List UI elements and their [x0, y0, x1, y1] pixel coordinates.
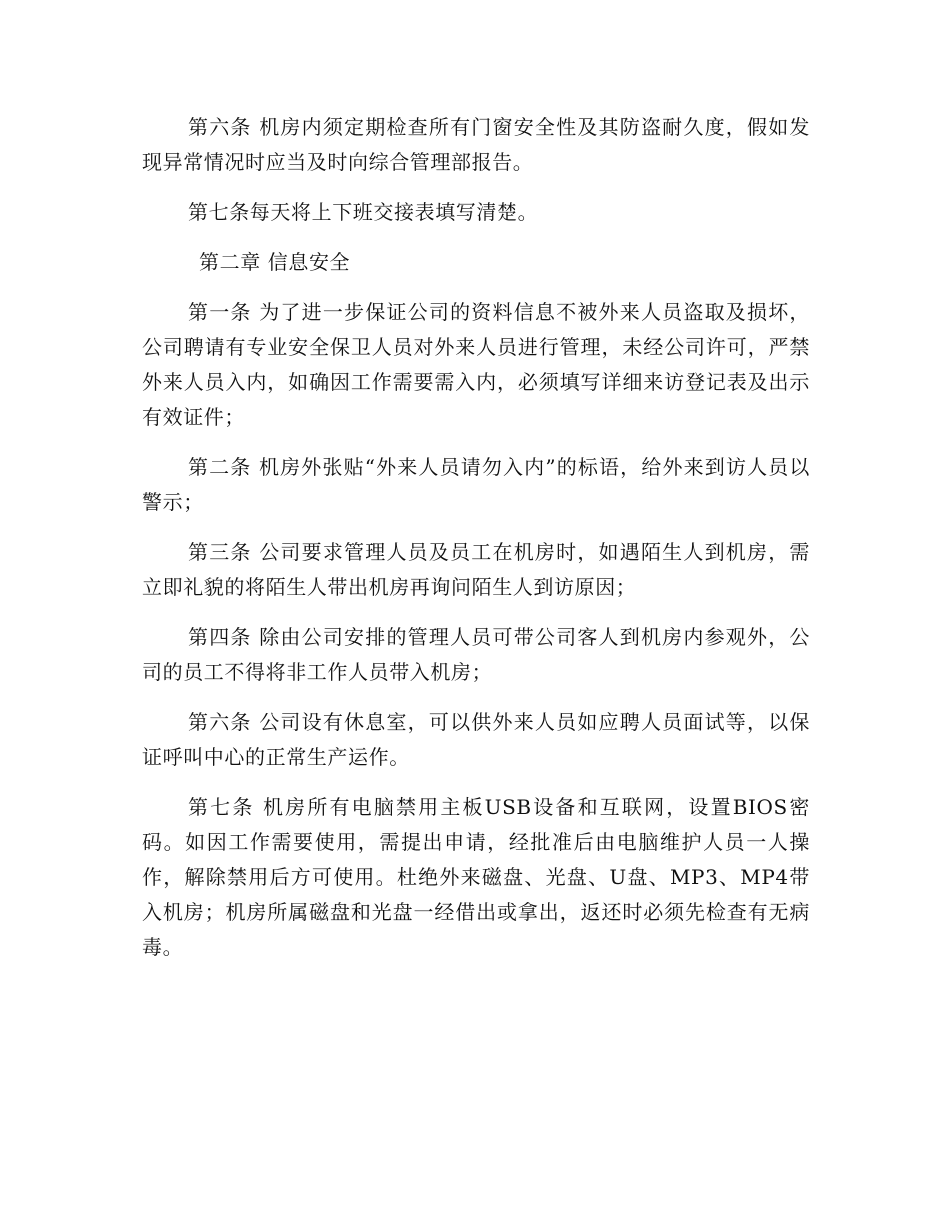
article-paragraph: 第六条 公司设有休息室，可以供外来人员如应聘人员面试等，以保证呼叫中心的正常生产运作。 [142, 710, 810, 769]
article-paragraph: 第七条 机房所有电脑禁用主板USB设备和互联网，设置BIOS密码。如因工作需要使用，需提出申请，经批准后由电脑维护人员一人操作，解除禁用后方可使用。杜绝外来磁盘、光盘、U盘、MP3、MP4带入机房；机房所属磁盘和光盘一经借出或拿出，返还时必须先检查有无病毒。 [142, 795, 810, 959]
article-paragraph: 第一条 为了进一步保证公司的资料信息不被外来人员盗取及损坏，公司聘请有专业安全保卫人员对外来人员进行管理，未经公司许可，严禁外来人员入内，如确因工作需要需入内，必须填写详细来访登记表及出示有效证件； [142, 300, 810, 429]
article-paragraph: 第七条每天将上下班交接表填写清楚。 [188, 200, 539, 224]
article-paragraph: 第四条 除由公司安排的管理人员可带公司客人到机房内参观外，公司的员工不得将非工作人员带入机房； [142, 625, 810, 684]
article-paragraph: 第二条 机房外张贴“外来人员请勿入内”的标语，给外来到访人员以警示； [142, 455, 810, 514]
article-paragraph: 第三条 公司要求管理人员及员工在机房时，如遇陌生人到机房，需立即礼貌的将陌生人带出机房再询问陌生人到访原因； [142, 540, 810, 599]
chapter-heading: 第二章 信息安全 [199, 250, 351, 274]
article-paragraph: 第六条 机房内须定期检查所有门窗安全性及其防盗耐久度，假如发现异常情况时应当及时向综合管理部报告。 [142, 115, 810, 174]
